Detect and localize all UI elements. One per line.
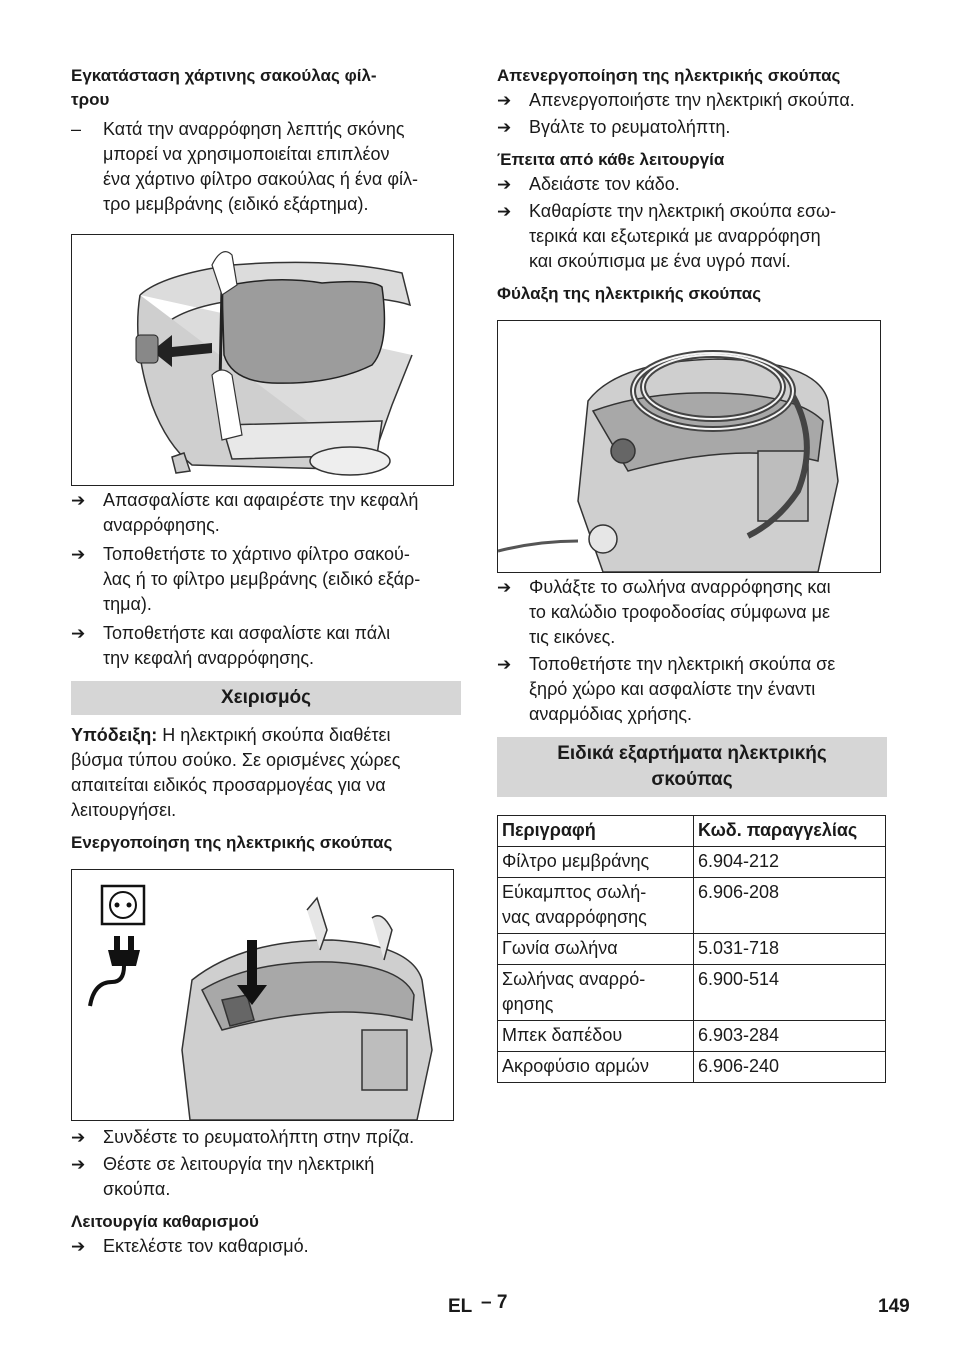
switch-on-step-1-text: Συνδέστε το ρευματολήπτη στην πρίζα. bbox=[103, 1127, 415, 1147]
cleaning-step-1 bbox=[71, 1234, 461, 1259]
note-paragraph bbox=[71, 723, 461, 823]
filter-dash-text: Κατά την αναρρόφηση λεπτής σκόνης μπορεί να χρησιμοποιείται επιπλέον ένα χάρτινο φίλτρο σακούλας ή ένα φίλ- τρο μεμβράνης (ειδικό εξάρτημα). bbox=[103, 119, 419, 214]
storage-step-1-text: Φυλάξτε το σωλήνα αναρρόφησης και το καλώδιο τροφοδοσίας σύμφωνα με τις εικόνες. bbox=[529, 577, 831, 647]
footer-section-page: – 7 bbox=[481, 1292, 508, 1313]
table-row bbox=[498, 934, 886, 965]
figure-switch-on bbox=[71, 869, 454, 1121]
right-arrow-icon: ➔ bbox=[71, 1237, 86, 1256]
switch-on-step-1 bbox=[71, 1125, 461, 1150]
storage-illustration bbox=[498, 321, 880, 572]
right-arrow-icon: ➔ bbox=[497, 578, 512, 597]
table-row bbox=[498, 847, 886, 878]
plug-icon bbox=[90, 936, 140, 1006]
table-cell-order-no: 5.031-718 bbox=[694, 934, 886, 965]
accessories-section-band bbox=[497, 737, 887, 797]
after-step-2 bbox=[497, 199, 887, 274]
operation-section-title: Χειρισμός bbox=[220, 687, 312, 708]
filter-note-dash-item bbox=[71, 117, 461, 217]
table-cell-description: Ακροφύσιο αρμών bbox=[498, 1052, 694, 1083]
table-cell-order-no: 6.906-240 bbox=[694, 1052, 886, 1083]
after-step-2-text: Καθαρίστε την ηλεκτρική σκούπα εσω- τερικά και εξωτερικά με αναρρόφηση και σκούπισμα με ένα υγρό πανί. bbox=[529, 201, 837, 271]
storage-step-1 bbox=[497, 575, 887, 650]
switch-off-step-2-text: Βγάλτε το ρευματολήπτη. bbox=[529, 117, 731, 137]
filter-step-3 bbox=[71, 621, 461, 671]
table-cell-description: Εύκαμπτος σωλή- νας αναρρόφησης bbox=[498, 878, 694, 934]
table-cell-description: Φίλτρο μεμβράνης bbox=[498, 847, 694, 878]
table-header-row bbox=[498, 816, 886, 847]
table-cell-order-no: 6.904-212 bbox=[694, 847, 886, 878]
after-step-1-text: Αδειάστε τον κάδο. bbox=[529, 174, 680, 194]
figure-filter-bag-install bbox=[71, 234, 454, 486]
table-row bbox=[498, 1021, 886, 1052]
note-label: Υπόδειξη: bbox=[71, 725, 158, 745]
switch-off-heading: Απενεργοποίηση της ηλεκτρικής σκούπας bbox=[497, 66, 841, 85]
footer-page-number: 149 bbox=[878, 1296, 910, 1317]
right-arrow-icon: ➔ bbox=[497, 175, 512, 194]
table-cell-order-no: 6.903-284 bbox=[694, 1021, 886, 1052]
figure-storage bbox=[497, 320, 881, 573]
switch-on-heading: Ενεργοποίηση της ηλεκτρικής σκούπας bbox=[71, 833, 393, 852]
table-row bbox=[498, 1052, 886, 1083]
table-row bbox=[498, 878, 886, 934]
right-column bbox=[497, 64, 887, 1083]
right-arrow-icon: ➔ bbox=[71, 1128, 86, 1147]
table-row bbox=[498, 965, 886, 1021]
table-cell-order-no: 6.906-208 bbox=[694, 878, 886, 934]
table-cell-description: Μπεκ δαπέδου bbox=[498, 1021, 694, 1052]
filter-step-2-text: Τοποθετήστε το χάρτινο φίλτρο σακού- λας ή το φίλτρο μεμβράνης (ειδικό εξάρ- τημα). bbox=[103, 544, 421, 614]
storage-step-2 bbox=[497, 652, 887, 727]
col-header-order-no: Κωδ. παραγγελίας bbox=[694, 816, 886, 847]
dash-marker: – bbox=[71, 119, 82, 139]
footer-language: EL bbox=[448, 1296, 473, 1317]
switch-off-step-2 bbox=[497, 115, 887, 140]
table-cell-description: Γωνία σωλήνα bbox=[498, 934, 694, 965]
after-operation-heading: Έπειτα από κάθε λειτουργία bbox=[497, 150, 725, 169]
switch-off-step-1 bbox=[497, 88, 887, 113]
filter-bag-illustration bbox=[72, 235, 453, 485]
left-column bbox=[71, 64, 461, 1259]
table-cell-description: Σωλήνας αναρρό- φησης bbox=[498, 965, 694, 1021]
right-arrow-icon: ➔ bbox=[497, 202, 512, 221]
switch-off-step-1-text: Απενεργοποιήστε την ηλεκτρική σκούπα. bbox=[529, 90, 855, 110]
filter-step-2 bbox=[71, 542, 461, 617]
switch-on-step-2-text: Θέστε σε λειτουργία την ηλεκτρική σκούπα. bbox=[103, 1154, 375, 1199]
filter-step-3-text: Τοποθετήστε και ασφαλίστε και πάλι την κεφαλή αναρρόφησης. bbox=[103, 623, 391, 668]
note-text: Η ηλεκτρική σκούπα διαθέτει βύσμα τύπου σούκο. Σε ορισμένες χώρες απαιτείται ειδικός προσαρμογέας για να λειτουργήσει. bbox=[71, 725, 401, 820]
cleaning-step-1-text: Εκτελέστε τον καθαρισμό. bbox=[103, 1236, 309, 1256]
col-header-description: Περιγραφή bbox=[498, 816, 694, 847]
storage-step-2-text: Τοποθετήστε την ηλεκτρική σκούπα σε ξηρό χώρο και ασφαλίστε την έναντι αναρμόδιας χρήσης. bbox=[529, 654, 836, 724]
right-arrow-icon: ➔ bbox=[497, 655, 512, 674]
storage-heading: Φύλαξη της ηλεκτρικής σκούπας bbox=[497, 284, 762, 303]
filter-step-1-text: Απασφαλίστε και αφαιρέστε την κεφαλή αναρρόφησης. bbox=[103, 490, 419, 535]
switch-on-step-2 bbox=[71, 1152, 461, 1202]
right-arrow-icon: ➔ bbox=[497, 91, 512, 110]
filter-install-heading: Εγκατάσταση χάρτινης σακούλας φίλ- τρου bbox=[71, 66, 377, 109]
right-arrow-icon: ➔ bbox=[71, 624, 86, 643]
filter-step-1 bbox=[71, 488, 461, 538]
right-arrow-icon: ➔ bbox=[71, 545, 86, 564]
right-arrow-icon: ➔ bbox=[71, 1155, 86, 1174]
accessories-table bbox=[497, 815, 886, 1083]
right-arrow-icon: ➔ bbox=[71, 491, 86, 510]
after-step-1 bbox=[497, 172, 887, 197]
right-arrow-icon: ➔ bbox=[497, 118, 512, 137]
accessories-section-title: Ειδικά εξαρτήματα ηλεκτρικής σκούπας bbox=[557, 743, 827, 790]
switch-on-illustration bbox=[72, 870, 453, 1120]
cleaning-heading: Λειτουργία καθαρισμού bbox=[71, 1212, 259, 1231]
operation-section-band bbox=[71, 681, 461, 715]
table-cell-order-no: 6.900-514 bbox=[694, 965, 886, 1021]
